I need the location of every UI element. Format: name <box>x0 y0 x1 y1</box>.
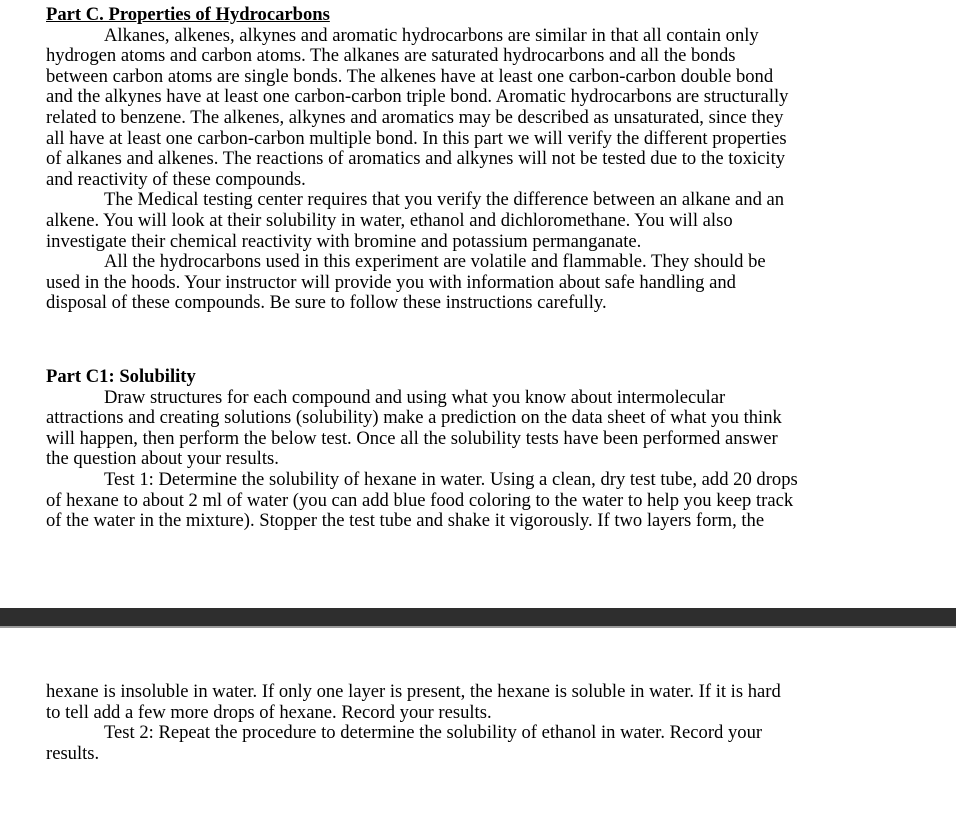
part-c-paragraph-1 <box>46 26 926 191</box>
text-line: Draw structures for each compound and using what you know about intermolecular <box>104 386 726 408</box>
text-line: The Medical testing center requires that you verify the difference between an alkane and an <box>104 189 785 211</box>
text-line: Test 2: Repeat the procedure to determine the solubility of ethanol in water. Record your <box>104 722 763 744</box>
part-c-paragraph-3 <box>46 252 926 314</box>
text-line: the question about your results. <box>46 448 279 470</box>
part-c1-paragraph-2 <box>46 470 926 532</box>
text-line: used in the hoods. Your instructor will provide you with information about safe handling and <box>46 271 736 293</box>
document-page-2 <box>0 628 956 816</box>
text-line: all have at least one carbon-carbon multiple bond. In this part we will verify the different properties <box>46 127 787 149</box>
text-line: of the water in the mixture). Stopper the test tube and shake it vigorously. If two layers form, the <box>46 510 765 532</box>
page-break-separator <box>0 608 956 628</box>
part-c1-section <box>46 367 926 532</box>
text-line: results. <box>46 742 100 764</box>
text-line: Test 1: Determine the solubility of hexane in water. Using a clean, dry test tube, add 20 drops <box>104 468 798 490</box>
part-c1-title: Part C1: Solubility <box>46 366 196 387</box>
page-2-content <box>46 682 926 764</box>
text-line: related to benzene. The alkenes, alkynes and aromatics may be described as unsaturated, since they <box>46 106 784 128</box>
text-line: attractions and creating solutions (solubility) make a prediction on the data sheet of what you think <box>46 407 782 429</box>
text-line: Alkanes, alkenes, alkynes and aromatic hydrocarbons are similar in that all contain only <box>104 24 759 46</box>
text-line: disposal of these compounds. Be sure to follow these instructions carefully. <box>46 292 607 314</box>
part-c-title: Part C. Properties of Hydrocarbons <box>46 4 330 25</box>
text-line: alkene. You will look at their solubility in water, ethanol and dichloromethane. You will also <box>46 209 733 231</box>
text-line: of hexane to about 2 ml of water (you can add blue food coloring to the water to help you keep track <box>46 489 794 511</box>
text-line: investigate their chemical reactivity with bromine and potassium permanganate. <box>46 230 642 252</box>
text-line: between carbon atoms are single bonds. The alkenes have at least one carbon-carbon double bond <box>46 65 774 87</box>
part-c1-paragraph-1 <box>46 388 926 470</box>
page-2-paragraph-2 <box>46 723 926 764</box>
part-c-paragraph-2 <box>46 190 926 252</box>
text-line: hexane is insoluble in water. If only one layer is present, the hexane is soluble in water. If it is hard <box>46 681 781 702</box>
text-line: All the hydrocarbons used in this experiment are volatile and flammable. They should be <box>104 251 766 273</box>
text-line: hydrogen atoms and carbon atoms. The alkanes are saturated hydrocarbons and all the bonds <box>46 45 736 67</box>
text-line: of alkanes and alkenes. The reactions of aromatics and alkynes will not be tested due to the toxicity <box>46 148 786 170</box>
text-line: to tell add a few more drops of hexane. Record your results. <box>46 701 492 723</box>
text-line: will happen, then perform the below test. Once all the solubility tests have been performed answer <box>46 427 778 449</box>
part-c-section <box>46 5 926 314</box>
part-c-heading <box>46 5 926 26</box>
page-2-paragraph-1 <box>46 682 926 723</box>
text-line: and reactivity of these compounds. <box>46 168 306 190</box>
text-line: and the alkynes have at least one carbon-carbon triple bond. Aromatic hydrocarbons are structurally <box>46 86 789 108</box>
